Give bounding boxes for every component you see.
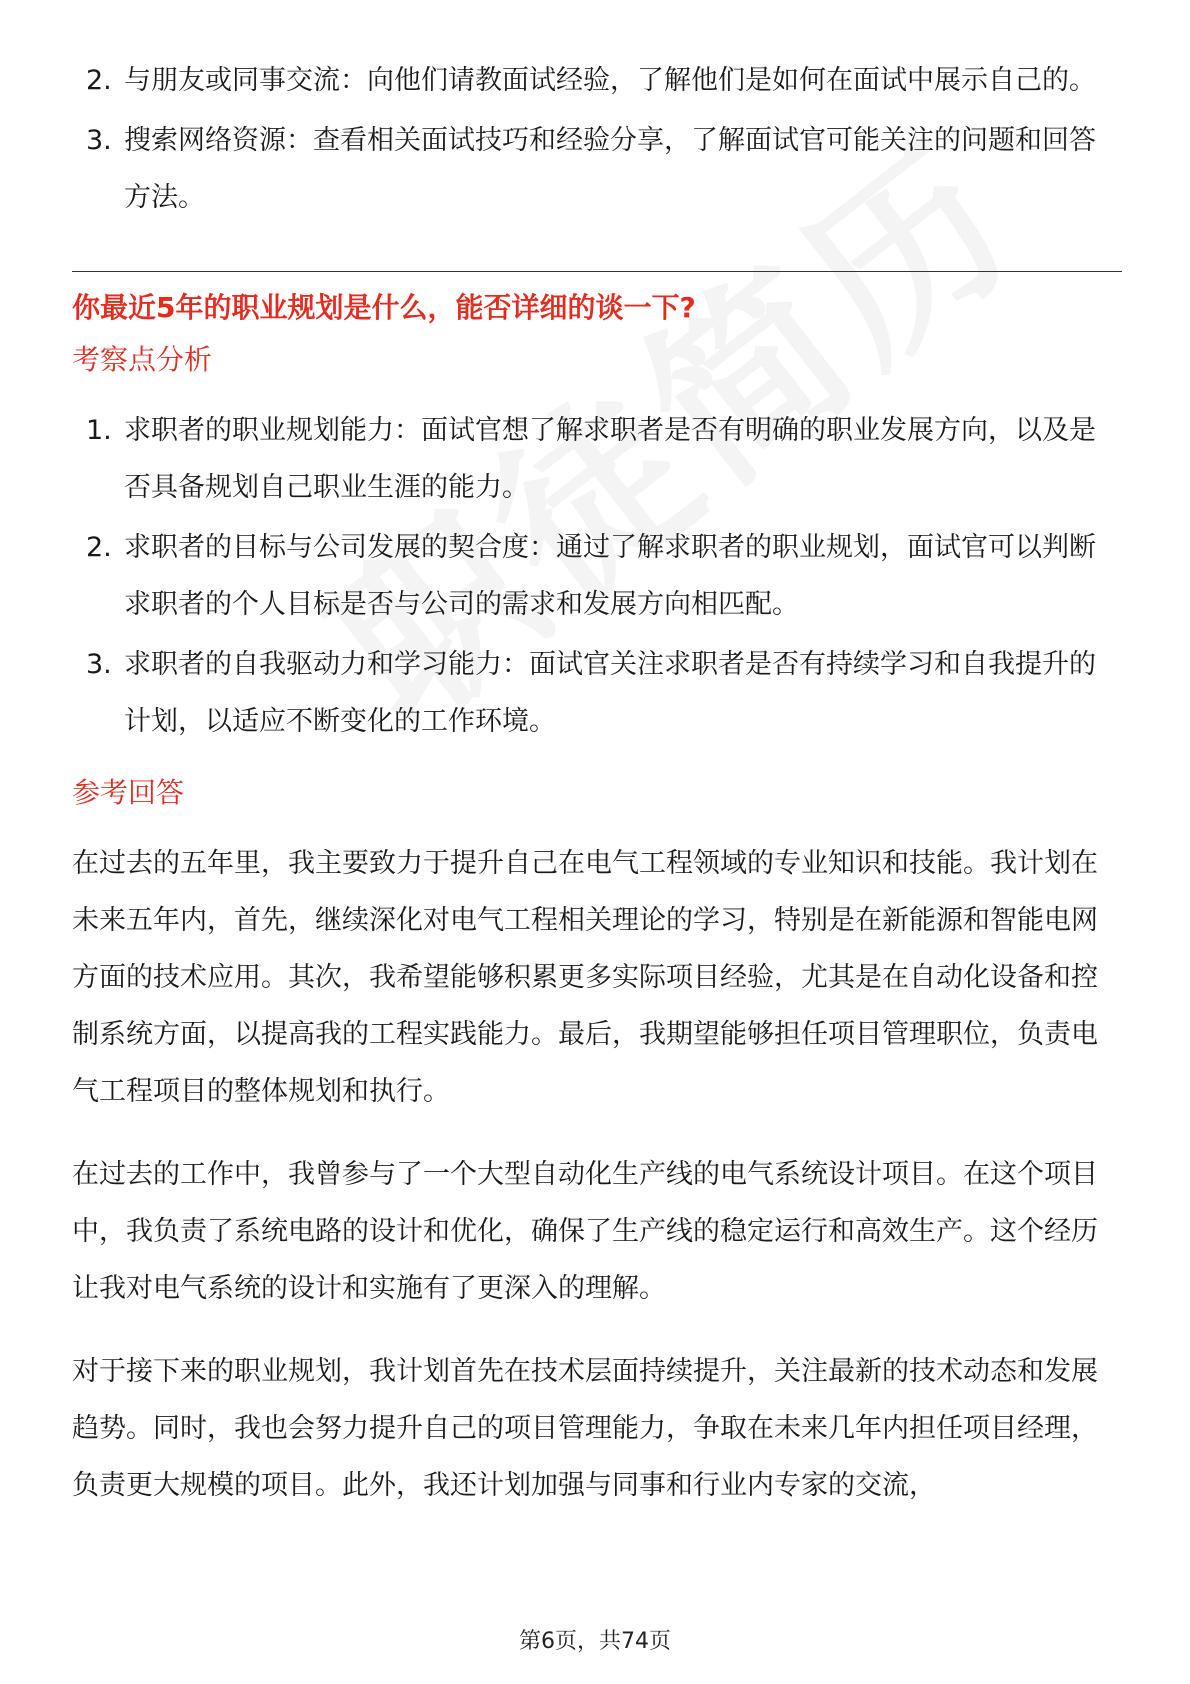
list-item-text: 搜索网络资源：查看相关面试技巧和经验分享，了解面试官可能关注的问题和回答方法。	[124, 125, 1096, 213]
page-footer: 第6页，共74页	[519, 1629, 671, 1654]
list-item	[72, 52, 1122, 109]
page-content	[72, 52, 1122, 1514]
list-item-number: 1.	[86, 415, 112, 446]
list-item-number: 3.	[86, 125, 112, 156]
list-item-number: 2.	[86, 65, 112, 96]
answer-paragraph: 在过去的五年里，我主要致力于提升自己在电气工程领域的专业知识和技能。我计划在未来五年内，首先，继续深化对电气工程相关理论的学习，特别是在新能源和智能电网方面的技术应用。其次，我希望能够积累更多实际项目经验，尤其是在自动化设备和控制系统方面，以提高我的工程实践能力。最后，我期望能够担任项目管理职位，负责电气工程项目的整体规划和执行。	[72, 848, 1098, 1107]
list-item-number: 2.	[86, 532, 112, 563]
answer-heading: 参考回答	[72, 776, 185, 809]
top-list	[72, 52, 1122, 226]
list-item	[72, 112, 1122, 226]
answer-paragraph: 在过去的工作中，我曾参与了一个大型自动化生产线的电气系统设计项目。在这个项目中，我负责了系统电路的设计和优化，确保了生产线的稳定运行和高效生产。这个经历让我对电气系统的设计和实施有了更深入的理解。	[72, 1159, 1098, 1304]
list-item-text: 求职者的目标与公司发展的契合度：通过了解求职者的职业规划，面试官可以判断求职者的个人目标是否与公司的需求和发展方向相匹配。	[124, 532, 1096, 620]
answer-paragraph: 对于接下来的职业规划，我计划首先在技术层面持续提升，关注最新的技术动态和发展趋势。同时，我也会努力提升自己的项目管理能力，争取在未来几年内担任项目经理，负责更大规模的项目。此外，我还计划加强与同事和行业内专家的交流，	[72, 1356, 1098, 1501]
analysis-heading: 考察点分析	[72, 343, 213, 376]
list-item	[72, 636, 1122, 750]
question-title: 你最近5年的职业规划是什么，能否详细的谈一下?	[72, 291, 696, 324]
list-item-number: 3.	[86, 649, 112, 680]
list-item-text: 求职者的职业规划能力：面试官想了解求职者是否有明确的职业发展方向，以及是否具备规划自己职业生涯的能力。	[124, 415, 1096, 503]
list-item-text: 求职者的自我驱动力和学习能力：面试官关注求职者是否有持续学习和自我提升的计划，以适应不断变化的工作环境。	[124, 649, 1096, 737]
list-item	[72, 519, 1122, 633]
list-item	[72, 402, 1122, 516]
analysis-list	[72, 402, 1122, 750]
list-item-text: 与朋友或同事交流：向他们请教面试经验，了解他们是如何在面试中展示自己的。	[124, 65, 1096, 96]
